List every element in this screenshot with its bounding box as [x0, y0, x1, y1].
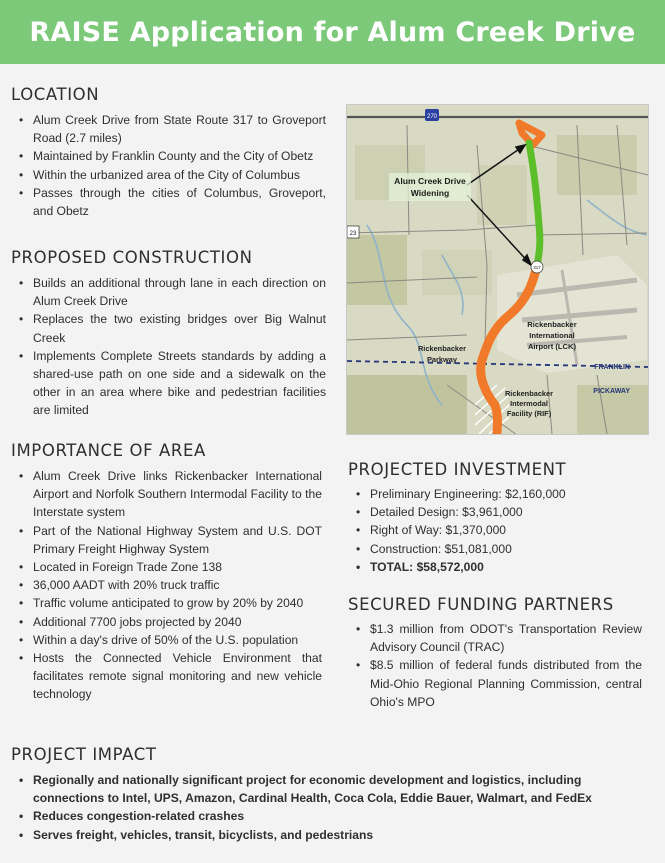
page-banner: [0, 0, 665, 64]
svg-text:270: 270: [426, 114, 438, 120]
list-item: • Located in Foreign Trade Zone 138: [11, 558, 322, 576]
importance-list: [11, 467, 322, 704]
importance-heading: IMPORTANCE OF AREA: [11, 441, 206, 460]
list-item: • Part of the National Highway System and U.S. DOT Primary Freight Highway System: [11, 522, 322, 558]
airport-label: Rickenbacker: [527, 320, 577, 329]
funding-list: [348, 620, 642, 711]
list-item: • $1.3 million from ODOT's Transportation Review Advisory Council (TRAC): [348, 620, 642, 656]
list-item: • Additional 7700 jobs projected by 2040: [11, 613, 322, 631]
list-item: • Within the urbanized area of the City of Columbus: [11, 166, 326, 184]
highway-shield-23: [347, 226, 359, 238]
list-item: • 36,000 AADT with 20% truck traffic: [11, 576, 322, 594]
widening-label: Alum Creek Drive: [394, 176, 466, 186]
list-item: • Detailed Design: $3,961,000: [348, 503, 648, 521]
intermodal-label: Intermodal: [510, 399, 548, 408]
construction-list: [11, 274, 326, 420]
list-item: • Regionally and nationally significant project for economic development and logistics, including connections to Intel, UPS, Amazon, Cardinal Health, Coca Cola, Eddie Bauer, Walmart, and FedEx: [11, 771, 651, 807]
list-item: • $8.5 million of federal funds distributed from the Mid-Ohio Regional Planning Commission, central Ohio's MPO: [348, 656, 642, 711]
list-item: • Builds an additional through lane in each direction on Alum Creek Drive: [11, 274, 326, 310]
investment-list: [348, 485, 648, 576]
county-label-franklin: FRANKLIN: [594, 364, 630, 371]
highway-shield-270: [425, 109, 439, 121]
investment-total: • TOTAL: $58,572,000: [348, 558, 648, 576]
svg-text:23: 23: [349, 231, 357, 237]
list-item: • Implements Complete Streets standards by adding a shared-use path on one side and a sidewalk on the other in an area where bike and pedestrian facilities are limited: [11, 347, 326, 420]
list-item: • Preliminary Engineering: $2,160,000: [348, 485, 648, 503]
impact-list: [11, 771, 651, 844]
location-heading: LOCATION: [11, 85, 100, 104]
funding-heading: SECURED FUNDING PARTNERS: [348, 595, 614, 614]
list-item: • Reduces congestion-related crashes: [11, 807, 651, 825]
county-label-pickaway: PICKAWAY: [593, 388, 630, 395]
list-item: • Hosts the Connected Vehicle Environment that facilitates remote signal monitoring and new vehicle technology: [11, 649, 322, 704]
list-item: • Serves freight, vehicles, transit, bicyclists, and pedestrians: [11, 826, 651, 844]
impact-heading: PROJECT IMPACT: [11, 745, 157, 764]
airport-zone: [497, 255, 647, 373]
construction-heading: PROPOSED CONSTRUCTION: [11, 248, 253, 267]
svg-text:317: 317: [533, 265, 541, 270]
parkway-label: Rickenbacker: [417, 344, 467, 353]
airport-label: International: [529, 331, 575, 340]
list-item: • Within a day's drive of 50% of the U.S. population: [11, 631, 322, 649]
list-item: • Alum Creek Drive from State Route 317 to Groveport Road (2.7 miles): [11, 111, 326, 147]
list-item: • Replaces the two existing bridges over Big Walnut Creek: [11, 310, 326, 346]
list-item: • Traffic volume anticipated to grow by 20% by 2040: [11, 594, 322, 612]
widening-label: Widening: [410, 188, 450, 198]
investment-heading: PROJECTED INVESTMENT: [348, 460, 567, 479]
airport-label: Airport (LCK): [527, 342, 577, 351]
highway-shield-317: [531, 261, 543, 273]
page-title: RAISE Application for Alum Creek Drive: [29, 16, 636, 48]
list-item: • Construction: $51,081,000: [348, 540, 648, 558]
project-map: [346, 104, 649, 435]
intermodal-label: Facility (RIF): [506, 409, 552, 418]
intermodal-label: Rickenbacker: [504, 389, 554, 398]
location-list: [11, 111, 326, 220]
list-item: • Alum Creek Drive links Rickenbacker International Airport and Norfolk Southern Intermodal Facility to the Interstate system: [11, 467, 322, 522]
list-item: • Maintained by Franklin County and the City of Obetz: [11, 147, 326, 165]
list-item: • Passes through the cities of Columbus, Groveport, and Obetz: [11, 184, 326, 220]
list-item: • Right of Way: $1,370,000: [348, 521, 648, 539]
parkway-label: Parkway: [427, 355, 457, 364]
